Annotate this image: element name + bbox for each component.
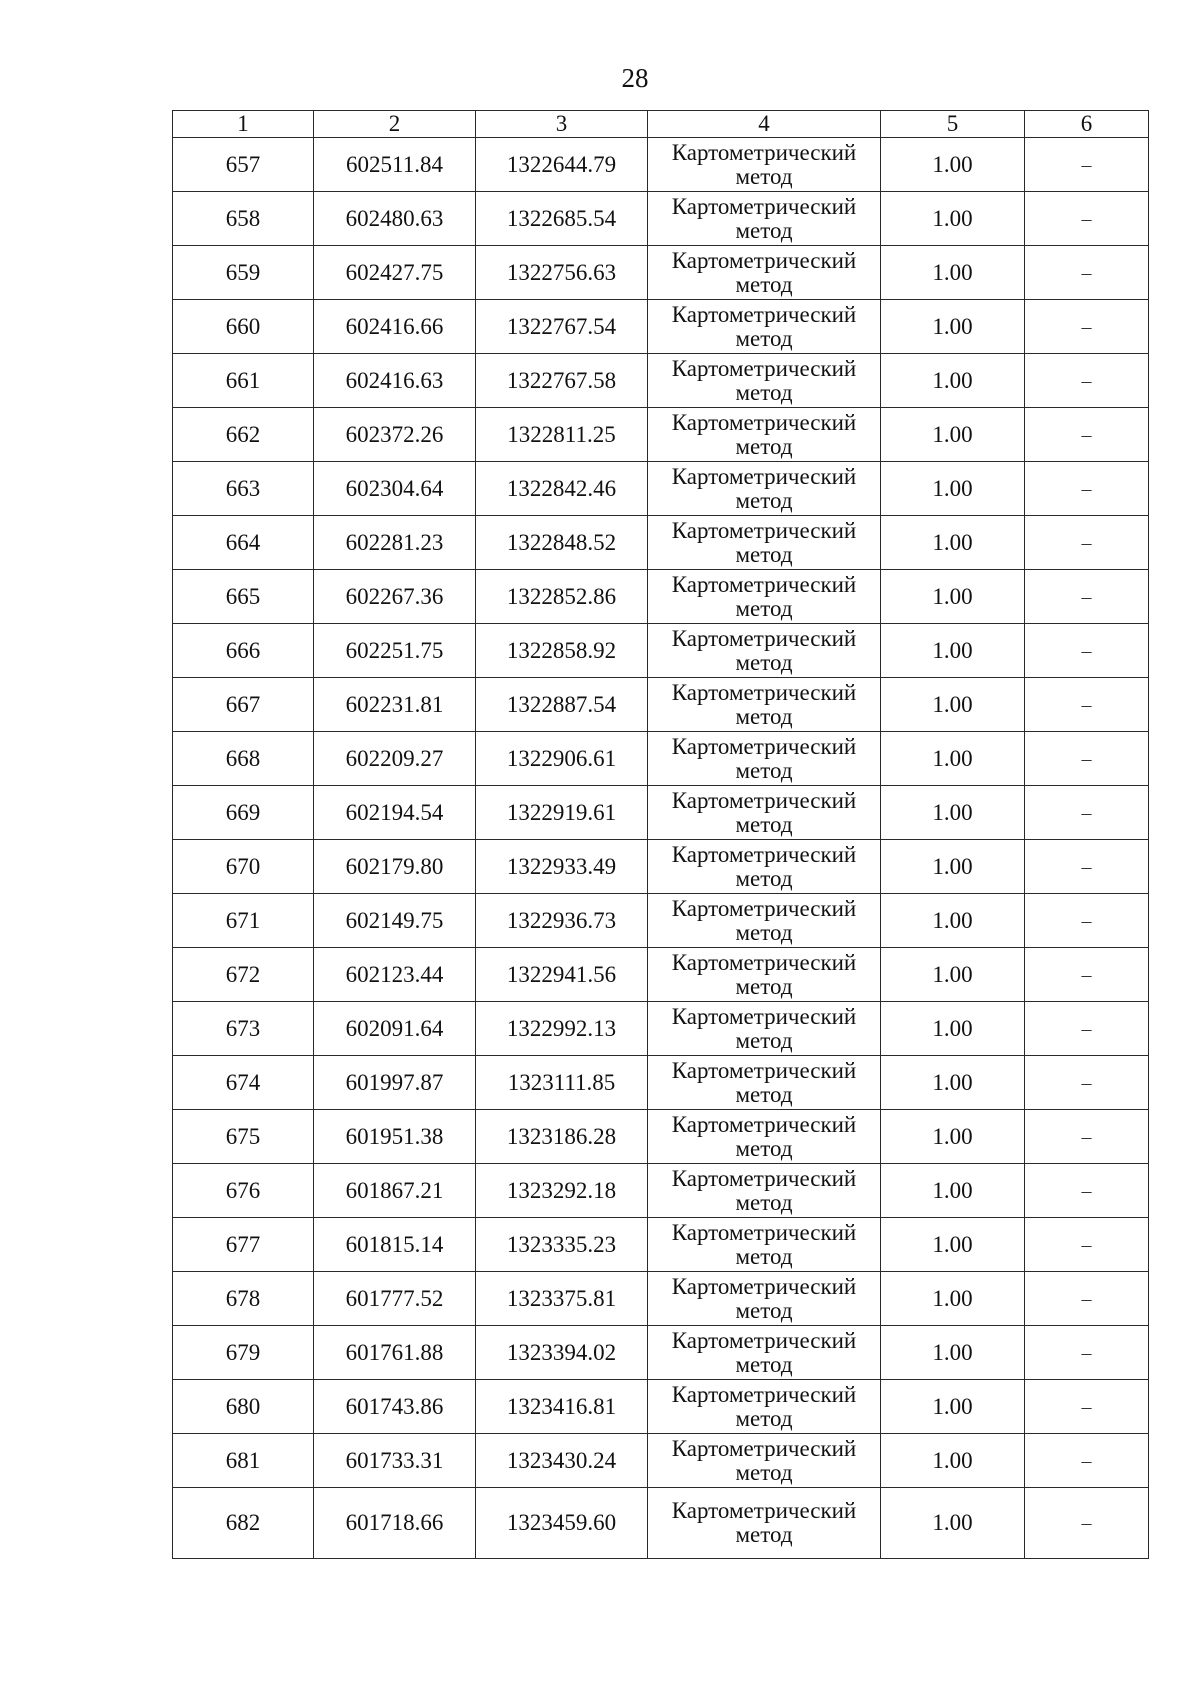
description-cell: – bbox=[1025, 570, 1149, 624]
point-number-cell: 668 bbox=[173, 732, 314, 786]
description-cell: – bbox=[1025, 354, 1149, 408]
x-coordinate-cell: 601815.14 bbox=[314, 1218, 476, 1272]
y-coordinate-cell: 1322811.25 bbox=[476, 408, 648, 462]
description-cell: – bbox=[1025, 246, 1149, 300]
column-header-5: 5 bbox=[881, 111, 1025, 138]
x-coordinate-cell: 602267.36 bbox=[314, 570, 476, 624]
method-line-1: Картометрический bbox=[671, 1498, 857, 1523]
accuracy-cell: 1.00 bbox=[881, 1056, 1025, 1110]
method-line-1: Картометрический bbox=[671, 301, 857, 327]
point-number-cell: 679 bbox=[173, 1326, 314, 1380]
table-row bbox=[173, 1002, 1149, 1056]
method-line-1: Картометрический bbox=[671, 787, 857, 813]
method-line-1: Картометрический bbox=[671, 517, 857, 543]
x-coordinate-cell: 601761.88 bbox=[314, 1326, 476, 1380]
method-cell bbox=[648, 786, 881, 840]
method-line-1: Картометрический bbox=[671, 841, 857, 867]
method-line-1: Картометрический bbox=[671, 733, 857, 759]
point-number-cell: 664 bbox=[173, 516, 314, 570]
x-coordinate-cell: 601743.86 bbox=[314, 1380, 476, 1434]
point-number-cell: 678 bbox=[173, 1272, 314, 1326]
x-coordinate-cell: 602251.75 bbox=[314, 624, 476, 678]
description-cell: – bbox=[1025, 624, 1149, 678]
description-cell: – bbox=[1025, 948, 1149, 1002]
y-coordinate-cell: 1322933.49 bbox=[476, 840, 648, 894]
method-line-2: метод bbox=[735, 541, 793, 567]
table-row bbox=[173, 300, 1149, 354]
y-coordinate-cell: 1323430.24 bbox=[476, 1434, 648, 1488]
description-cell: – bbox=[1025, 840, 1149, 894]
point-number-cell: 682 bbox=[173, 1488, 314, 1559]
method-cell bbox=[648, 1488, 881, 1559]
method-line-1: Картометрический bbox=[671, 409, 857, 435]
table-row bbox=[173, 1056, 1149, 1110]
method-cell bbox=[648, 948, 881, 1002]
method-line-2: метод bbox=[735, 271, 793, 297]
accuracy-cell: 1.00 bbox=[881, 1218, 1025, 1272]
accuracy-cell: 1.00 bbox=[881, 570, 1025, 624]
method-line-2: метод bbox=[735, 1027, 793, 1053]
accuracy-cell: 1.00 bbox=[881, 894, 1025, 948]
column-header-6: 6 bbox=[1025, 111, 1149, 138]
method-line-2: метод bbox=[735, 703, 793, 729]
table-row bbox=[173, 786, 1149, 840]
column-header-1: 1 bbox=[173, 111, 314, 138]
method-line-2: метод bbox=[735, 217, 793, 243]
accuracy-cell: 1.00 bbox=[881, 786, 1025, 840]
y-coordinate-cell: 1322842.46 bbox=[476, 462, 648, 516]
method-line-1: Картометрический bbox=[671, 1003, 857, 1029]
x-coordinate-cell: 602480.63 bbox=[314, 192, 476, 246]
x-coordinate-cell: 602091.64 bbox=[314, 1002, 476, 1056]
x-coordinate-cell: 602372.26 bbox=[314, 408, 476, 462]
method-line-1: Картометрический bbox=[671, 193, 857, 219]
accuracy-cell: 1.00 bbox=[881, 1380, 1025, 1434]
table-row bbox=[173, 138, 1149, 192]
point-number-cell: 680 bbox=[173, 1380, 314, 1434]
point-number-cell: 671 bbox=[173, 894, 314, 948]
y-coordinate-cell: 1322941.56 bbox=[476, 948, 648, 1002]
description-cell: – bbox=[1025, 192, 1149, 246]
table-row bbox=[173, 1164, 1149, 1218]
point-number-cell: 665 bbox=[173, 570, 314, 624]
description-cell: – bbox=[1025, 1272, 1149, 1326]
y-coordinate-cell: 1323292.18 bbox=[476, 1164, 648, 1218]
y-coordinate-cell: 1322767.54 bbox=[476, 300, 648, 354]
description-cell: – bbox=[1025, 1164, 1149, 1218]
description-cell: – bbox=[1025, 1056, 1149, 1110]
description-cell: – bbox=[1025, 786, 1149, 840]
coordinates-table bbox=[172, 110, 1149, 1559]
method-line-2: метод bbox=[735, 595, 793, 621]
method-line-1: Картометрический bbox=[671, 1327, 857, 1353]
method-cell bbox=[648, 1272, 881, 1326]
x-coordinate-cell: 602194.54 bbox=[314, 786, 476, 840]
table-body bbox=[173, 138, 1149, 1559]
y-coordinate-cell: 1322852.86 bbox=[476, 570, 648, 624]
method-cell bbox=[648, 246, 881, 300]
description-cell: – bbox=[1025, 138, 1149, 192]
accuracy-cell: 1.00 bbox=[881, 840, 1025, 894]
description-cell: – bbox=[1025, 516, 1149, 570]
accuracy-cell: 1.00 bbox=[881, 192, 1025, 246]
table-row bbox=[173, 1110, 1149, 1164]
accuracy-cell: 1.00 bbox=[881, 516, 1025, 570]
method-line-1: Картометрический bbox=[671, 949, 857, 975]
accuracy-cell: 1.00 bbox=[881, 408, 1025, 462]
x-coordinate-cell: 602231.81 bbox=[314, 678, 476, 732]
method-line-1: Картометрический bbox=[671, 247, 857, 273]
table-row bbox=[173, 948, 1149, 1002]
table-row bbox=[173, 354, 1149, 408]
method-cell bbox=[648, 840, 881, 894]
point-number-cell: 670 bbox=[173, 840, 314, 894]
y-coordinate-cell: 1322906.61 bbox=[476, 732, 648, 786]
method-cell bbox=[648, 1110, 881, 1164]
method-cell bbox=[648, 1380, 881, 1434]
description-cell: – bbox=[1025, 894, 1149, 948]
point-number-cell: 662 bbox=[173, 408, 314, 462]
table-row bbox=[173, 624, 1149, 678]
point-number-cell: 672 bbox=[173, 948, 314, 1002]
page-number: 28 bbox=[621, 63, 649, 93]
description-cell: – bbox=[1025, 1218, 1149, 1272]
method-line-2: метод bbox=[735, 379, 793, 405]
method-line-1: Картометрический bbox=[671, 1435, 857, 1461]
method-cell bbox=[648, 1326, 881, 1380]
y-coordinate-cell: 1322936.73 bbox=[476, 894, 648, 948]
method-line-1: Картометрический bbox=[671, 139, 857, 165]
method-cell bbox=[648, 732, 881, 786]
method-line-2: метод bbox=[735, 1351, 793, 1377]
x-coordinate-cell: 601718.66 bbox=[314, 1488, 476, 1559]
method-line-2: метод bbox=[735, 1405, 793, 1431]
method-line-2: метод bbox=[735, 1135, 793, 1161]
method-cell bbox=[648, 1218, 881, 1272]
description-cell: – bbox=[1025, 462, 1149, 516]
method-line-2: метод bbox=[735, 811, 793, 837]
method-cell bbox=[648, 1056, 881, 1110]
description-cell: – bbox=[1025, 1488, 1149, 1559]
table-row bbox=[173, 246, 1149, 300]
point-number-cell: 657 bbox=[173, 138, 314, 192]
method-line-1: Картометрический bbox=[671, 1057, 857, 1083]
column-header-4: 4 bbox=[648, 111, 881, 138]
table-row bbox=[173, 1380, 1149, 1434]
y-coordinate-cell: 1322767.58 bbox=[476, 354, 648, 408]
method-line-1: Картометрический bbox=[671, 1111, 857, 1137]
y-coordinate-cell: 1322887.54 bbox=[476, 678, 648, 732]
description-cell: – bbox=[1025, 1110, 1149, 1164]
method-line-2: метод bbox=[735, 919, 793, 945]
header-row bbox=[173, 111, 1149, 138]
method-line-2: метод bbox=[735, 757, 793, 783]
method-cell bbox=[648, 1164, 881, 1218]
table-row bbox=[173, 732, 1149, 786]
y-coordinate-cell: 1322992.13 bbox=[476, 1002, 648, 1056]
method-line-1: Картометрический bbox=[671, 895, 857, 921]
accuracy-cell: 1.00 bbox=[881, 1164, 1025, 1218]
method-line-1: Картометрический bbox=[671, 679, 857, 705]
table-row bbox=[173, 678, 1149, 732]
accuracy-cell: 1.00 bbox=[881, 1110, 1025, 1164]
method-cell bbox=[648, 894, 881, 948]
method-line-2: метод bbox=[735, 1297, 793, 1323]
method-cell bbox=[648, 1434, 881, 1488]
method-line-1: Картометрический bbox=[671, 571, 857, 597]
method-cell bbox=[648, 300, 881, 354]
accuracy-cell: 1.00 bbox=[881, 948, 1025, 1002]
description-cell: – bbox=[1025, 1434, 1149, 1488]
table-row bbox=[173, 1434, 1149, 1488]
point-number-cell: 667 bbox=[173, 678, 314, 732]
x-coordinate-cell: 601777.52 bbox=[314, 1272, 476, 1326]
accuracy-cell: 1.00 bbox=[881, 462, 1025, 516]
description-cell: – bbox=[1025, 408, 1149, 462]
accuracy-cell: 1.00 bbox=[881, 354, 1025, 408]
y-coordinate-cell: 1322685.54 bbox=[476, 192, 648, 246]
point-number-cell: 676 bbox=[173, 1164, 314, 1218]
method-cell bbox=[648, 408, 881, 462]
y-coordinate-cell: 1323459.60 bbox=[476, 1488, 648, 1559]
method-cell bbox=[648, 192, 881, 246]
y-coordinate-cell: 1323186.28 bbox=[476, 1110, 648, 1164]
x-coordinate-cell: 602123.44 bbox=[314, 948, 476, 1002]
y-coordinate-cell: 1323335.23 bbox=[476, 1218, 648, 1272]
table-row bbox=[173, 192, 1149, 246]
description-cell: – bbox=[1025, 1380, 1149, 1434]
y-coordinate-cell: 1323375.81 bbox=[476, 1272, 648, 1326]
x-coordinate-cell: 602209.27 bbox=[314, 732, 476, 786]
method-line-2: метод bbox=[735, 649, 793, 675]
x-coordinate-cell: 601867.21 bbox=[314, 1164, 476, 1218]
method-cell bbox=[648, 624, 881, 678]
table-row bbox=[173, 570, 1149, 624]
x-coordinate-cell: 602149.75 bbox=[314, 894, 476, 948]
table-row bbox=[173, 1272, 1149, 1326]
x-coordinate-cell: 602511.84 bbox=[314, 138, 476, 192]
table-row bbox=[173, 840, 1149, 894]
point-number-cell: 674 bbox=[173, 1056, 314, 1110]
y-coordinate-cell: 1322858.92 bbox=[476, 624, 648, 678]
method-cell bbox=[648, 570, 881, 624]
method-line-2: метод bbox=[735, 1459, 793, 1485]
method-cell bbox=[648, 462, 881, 516]
y-coordinate-cell: 1323394.02 bbox=[476, 1326, 648, 1380]
method-line-1: Картометрический bbox=[671, 1381, 857, 1407]
x-coordinate-cell: 602304.64 bbox=[314, 462, 476, 516]
accuracy-cell: 1.00 bbox=[881, 1002, 1025, 1056]
method-line-1: Картометрический bbox=[671, 1219, 857, 1245]
y-coordinate-cell: 1322644.79 bbox=[476, 138, 648, 192]
x-coordinate-cell: 601997.87 bbox=[314, 1056, 476, 1110]
accuracy-cell: 1.00 bbox=[881, 732, 1025, 786]
column-header-3: 3 bbox=[476, 111, 648, 138]
table-row bbox=[173, 516, 1149, 570]
method-cell bbox=[648, 516, 881, 570]
description-cell: – bbox=[1025, 300, 1149, 354]
point-number-cell: 661 bbox=[173, 354, 314, 408]
point-number-cell: 681 bbox=[173, 1434, 314, 1488]
table-row bbox=[173, 1326, 1149, 1380]
accuracy-cell: 1.00 bbox=[881, 1488, 1025, 1559]
table-row bbox=[173, 894, 1149, 948]
method-line-1: Картометрический bbox=[671, 1165, 857, 1191]
description-cell: – bbox=[1025, 732, 1149, 786]
method-line-2: метод bbox=[735, 163, 793, 189]
description-cell: – bbox=[1025, 1326, 1149, 1380]
point-number-cell: 659 bbox=[173, 246, 314, 300]
accuracy-cell: 1.00 bbox=[881, 246, 1025, 300]
method-cell bbox=[648, 1002, 881, 1056]
method-line-2: метод bbox=[735, 1189, 793, 1215]
accuracy-cell: 1.00 bbox=[881, 1326, 1025, 1380]
point-number-cell: 663 bbox=[173, 462, 314, 516]
method-line-2: метод bbox=[735, 973, 793, 999]
x-coordinate-cell: 602427.75 bbox=[314, 246, 476, 300]
method-line-2: метод bbox=[735, 865, 793, 891]
point-number-cell: 658 bbox=[173, 192, 314, 246]
method-line-2: метод bbox=[735, 1243, 793, 1269]
table-header bbox=[173, 111, 1149, 138]
point-number-cell: 673 bbox=[173, 1002, 314, 1056]
accuracy-cell: 1.00 bbox=[881, 624, 1025, 678]
method-line-1: Картометрический bbox=[671, 625, 857, 651]
method-line-2: метод bbox=[735, 325, 793, 351]
column-header-2: 2 bbox=[314, 111, 476, 138]
point-number-cell: 669 bbox=[173, 786, 314, 840]
x-coordinate-cell: 602281.23 bbox=[314, 516, 476, 570]
y-coordinate-cell: 1322756.63 bbox=[476, 246, 648, 300]
accuracy-cell: 1.00 bbox=[881, 1272, 1025, 1326]
y-coordinate-cell: 1323111.85 bbox=[476, 1056, 648, 1110]
point-number-cell: 666 bbox=[173, 624, 314, 678]
method-line-2: метод bbox=[735, 433, 793, 459]
table-row bbox=[173, 1218, 1149, 1272]
method-line-1: Картометрический bbox=[671, 463, 857, 489]
x-coordinate-cell: 601733.31 bbox=[314, 1434, 476, 1488]
method-cell bbox=[648, 138, 881, 192]
table-row bbox=[173, 1488, 1149, 1559]
point-number-cell: 675 bbox=[173, 1110, 314, 1164]
point-number-cell: 677 bbox=[173, 1218, 314, 1272]
method-line-1: Картометрический bbox=[671, 355, 857, 381]
accuracy-cell: 1.00 bbox=[881, 1434, 1025, 1488]
x-coordinate-cell: 602416.63 bbox=[314, 354, 476, 408]
y-coordinate-cell: 1322919.61 bbox=[476, 786, 648, 840]
x-coordinate-cell: 602416.66 bbox=[314, 300, 476, 354]
method-line-1: Картометрический bbox=[671, 1273, 857, 1299]
table-row bbox=[173, 462, 1149, 516]
accuracy-cell: 1.00 bbox=[881, 138, 1025, 192]
table-row bbox=[173, 408, 1149, 462]
method-cell bbox=[648, 678, 881, 732]
x-coordinate-cell: 602179.80 bbox=[314, 840, 476, 894]
y-coordinate-cell: 1323416.81 bbox=[476, 1380, 648, 1434]
description-cell: – bbox=[1025, 1002, 1149, 1056]
point-number-cell: 660 bbox=[173, 300, 314, 354]
method-line-2: метод bbox=[735, 487, 793, 513]
description-cell: – bbox=[1025, 678, 1149, 732]
y-coordinate-cell: 1322848.52 bbox=[476, 516, 648, 570]
method-line-2: метод bbox=[735, 1081, 793, 1107]
accuracy-cell: 1.00 bbox=[881, 300, 1025, 354]
x-coordinate-cell: 601951.38 bbox=[314, 1110, 476, 1164]
accuracy-cell: 1.00 bbox=[881, 678, 1025, 732]
method-line-2: метод bbox=[735, 1522, 793, 1547]
method-cell bbox=[648, 354, 881, 408]
